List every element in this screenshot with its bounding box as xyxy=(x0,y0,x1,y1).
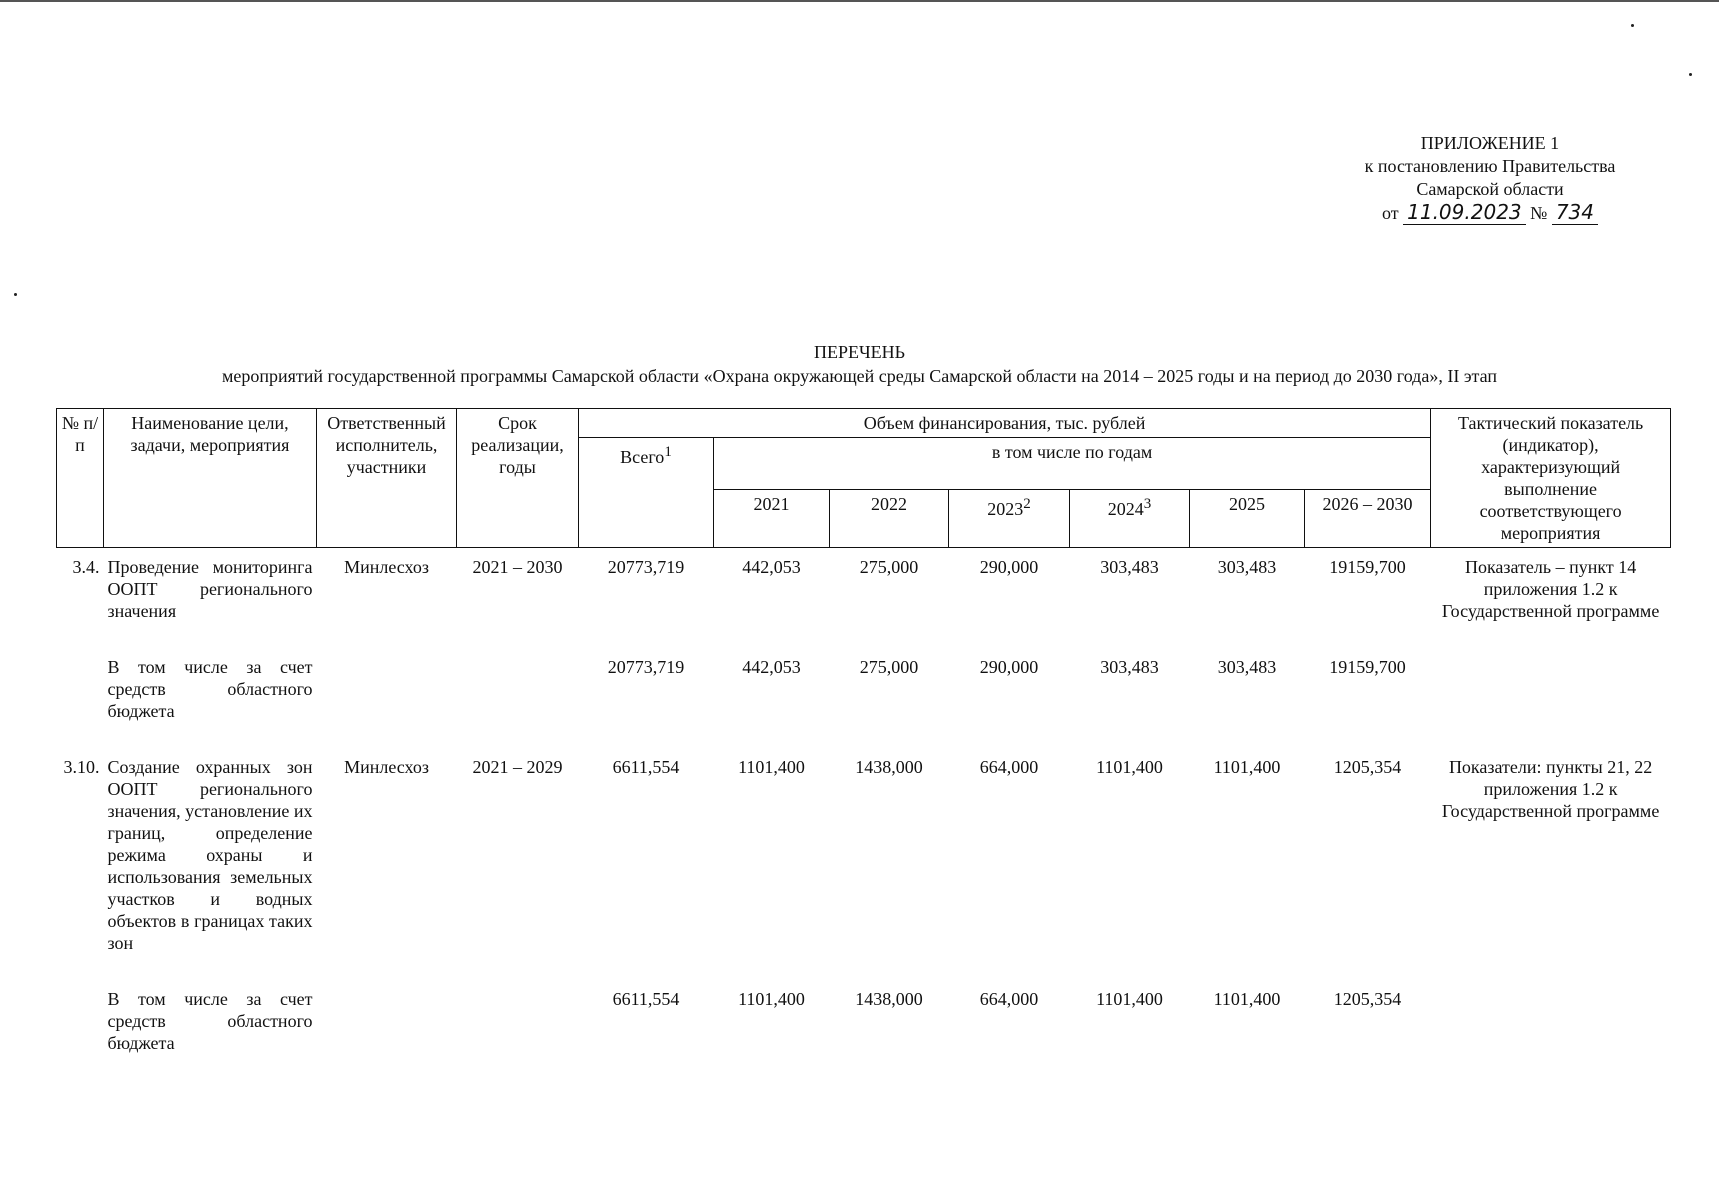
appendix-date-line xyxy=(1300,201,1680,225)
header-year-2025: 2025 xyxy=(1190,490,1305,548)
row-budget-2026-2030: 19159,700 xyxy=(1329,656,1406,677)
title-subtitle: мероприятий государственной программы Самарской области «Охрана окружающей среды Самарской области на 2014 – 2025 годы и на период до 2030 года», II этап xyxy=(221,366,1498,386)
handwritten-number: 734 xyxy=(1552,200,1598,225)
row-2021: 442,053 xyxy=(742,556,801,577)
header-year-2024: 2024$^3$ xyxy=(1070,490,1190,548)
row-2023: 290,000 xyxy=(979,556,1039,577)
row-budget-2026-2030: 1205,354 xyxy=(1333,988,1402,1009)
row-resp: Минлесхоз xyxy=(344,556,429,577)
title-heading: ПЕРЕЧЕНЬ xyxy=(813,342,906,362)
header-indicator: Тактический показатель (индикатор), характеризующий выполнение соответствующего мероприятия xyxy=(1431,409,1671,548)
scan-speck xyxy=(14,293,17,296)
header-year-2021: 2021 xyxy=(714,490,830,548)
measures-table xyxy=(56,408,1671,1056)
row-num: 3.10. xyxy=(63,756,100,777)
row-budget-2021: 1101,400 xyxy=(738,988,805,1009)
row-budget-name: В том числе за счет средств областного бюджета xyxy=(107,988,313,1053)
number-label: № xyxy=(1530,203,1548,223)
header-funding: Объем финансирования, тыс. рублей xyxy=(579,409,1431,438)
row-term: 2021 – 2029 xyxy=(472,756,563,777)
row-budget-2023: 290,000 xyxy=(979,656,1039,677)
row-budget-2022: 1438,000 xyxy=(855,988,923,1009)
row-2024: 303,483 xyxy=(1100,556,1159,577)
row-name: Создание охранных зон ООПТ регионального значения, установление их границ, определение режима охраны и использования земельных участков и водных объектов в границах таких зон xyxy=(107,756,313,953)
row-total: 20773,719 xyxy=(607,556,685,577)
row-2022: 275,000 xyxy=(859,556,919,577)
appendix-block xyxy=(1300,132,1680,225)
scan-speck xyxy=(1689,73,1692,76)
row-term: 2021 – 2030 xyxy=(472,556,563,577)
row-budget-2024: 303,483 xyxy=(1100,656,1159,677)
header-year-2023: 2023$^2$ xyxy=(949,490,1070,548)
table-row xyxy=(57,554,1671,624)
table-row xyxy=(57,754,1671,956)
table-row-budget xyxy=(57,654,1671,724)
row-indicator: Показатель – пункт 14 приложения 1.2 к Государственной программе xyxy=(1441,556,1660,621)
header-num: № п/п xyxy=(57,409,104,548)
row-budget-2021: 442,053 xyxy=(742,656,801,677)
row-2025: 1101,400 xyxy=(1213,756,1281,777)
row-2026-2030: 19159,700 xyxy=(1329,556,1406,577)
handwritten-date: 11.09.2023 xyxy=(1403,200,1526,225)
header-year-2022: 2022 xyxy=(830,490,949,548)
appendix-region: Самарской области xyxy=(1416,179,1564,199)
row-budget-2023: 664,000 xyxy=(979,988,1039,1009)
row-2023: 664,000 xyxy=(979,756,1039,777)
row-budget-2024: 1101,400 xyxy=(1096,988,1163,1009)
from-label: от xyxy=(1381,203,1399,223)
row-budget-2022: 275,000 xyxy=(859,656,919,677)
scan-speck xyxy=(1631,24,1634,27)
header-year-2026-2030: 2026 – 2030 xyxy=(1305,490,1431,548)
row-2024: 1101,400 xyxy=(1096,756,1163,777)
row-name: Проведение мониторинга ООПТ регионального значения xyxy=(107,556,313,621)
table-row-budget xyxy=(57,986,1671,1056)
row-resp: Минлесхоз xyxy=(344,756,429,777)
header-resp: Ответственный исполнитель, участники xyxy=(317,409,457,548)
row-indicator: Показатели: пункты 21, 22 приложения 1.2 к Государственной программе xyxy=(1441,756,1660,821)
row-2022: 1438,000 xyxy=(855,756,923,777)
row-num: 3.4. xyxy=(72,556,100,577)
appendix-ref: к постановлению Правительства xyxy=(1364,156,1616,176)
header-term: Срок реализации, годы xyxy=(457,409,579,548)
header-by-years: в том числе по годам xyxy=(714,438,1431,490)
row-2026-2030: 1205,354 xyxy=(1333,756,1402,777)
scan-top-edge xyxy=(0,0,1719,2)
row-budget-2025: 1101,400 xyxy=(1213,988,1281,1009)
row-2025: 303,483 xyxy=(1217,556,1277,577)
table-header xyxy=(57,409,1671,548)
document-title xyxy=(0,340,1719,388)
row-total: 6611,554 xyxy=(612,756,680,777)
row-2021: 1101,400 xyxy=(738,756,805,777)
row-budget-total: 20773,719 xyxy=(607,656,685,677)
header-name: Наименование цели, задачи, мероприятия xyxy=(104,409,317,548)
row-budget-total: 6611,554 xyxy=(612,988,680,1009)
appendix-title: ПРИЛОЖЕНИЕ 1 xyxy=(1420,133,1560,153)
row-budget-name: В том числе за счет средств областного бюджета xyxy=(107,656,313,721)
row-budget-2025: 303,483 xyxy=(1217,656,1277,677)
header-total: Всего$^1$ xyxy=(579,438,714,548)
